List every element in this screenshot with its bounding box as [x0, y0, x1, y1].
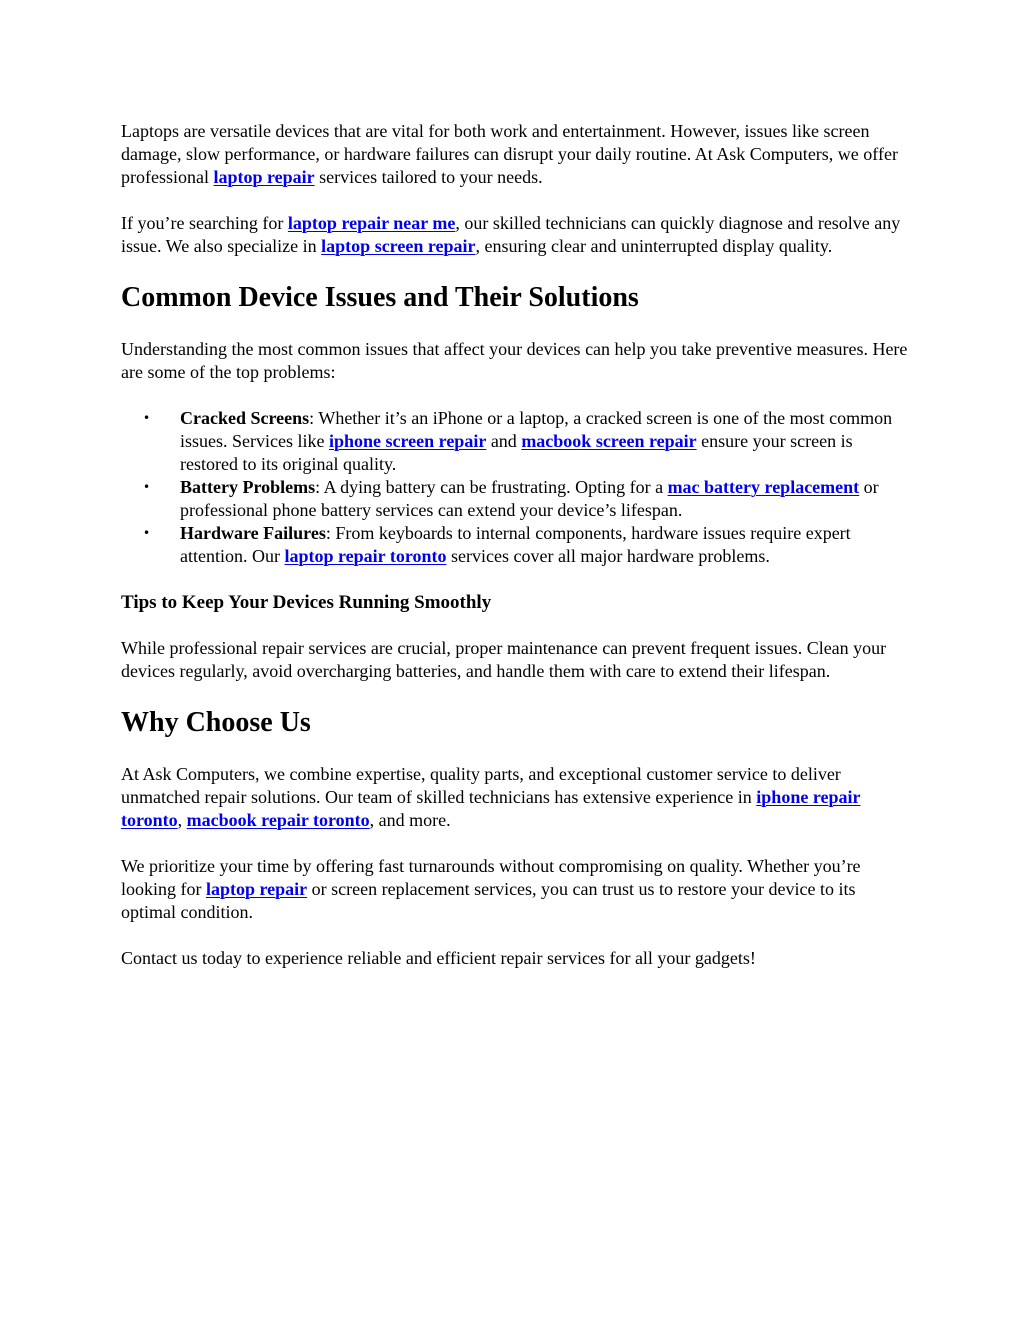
contact-paragraph: Contact us today to experience reliable and efficient repair services for all your gadgets!: [121, 948, 756, 968]
why-paragraph-1: At Ask Computers, we combine expertise, quality parts, and exceptional customer service to deliver unmatched repair solutions. Our team of skilled technicians has extensive experience in iphone repair toronto, macbook repair toronto, and more.: [121, 764, 861, 830]
why-paragraph-2: We prioritize your time by offering fast turnarounds without compromising on quality. Whether you’re looking for laptop repair or screen replacement services, you can trust us to restore your device to its optimal condition.: [121, 856, 861, 922]
intro-paragraph-1: Laptops are versatile devices that are vital for both work and entertainment. However, issues like screen damage, slow performance, or hardware failures can disrupt your daily routine. At Ask Computers, we offer professional laptop repair services tailored to your needs.: [121, 121, 898, 187]
link-laptop-repair-2[interactable]: laptop repair: [206, 879, 308, 899]
issues-intro-paragraph: Understanding the most common issues that affect your devices can help you take preventive measures. Here are some of the top problems:: [121, 339, 908, 382]
link-macbook-screen-repair[interactable]: macbook screen repair: [521, 431, 697, 451]
heading-common-issues: Common Device Issues and Their Solutions: [121, 282, 639, 313]
issue-term: Hardware Failures: [180, 523, 326, 543]
tips-paragraph: While professional repair services are crucial, proper maintenance can prevent frequent issues. Clean your devices regularly, avoid overcharging batteries, and handle them with care to extend their lifespan.: [121, 638, 887, 681]
link-laptop-repair-toronto[interactable]: laptop repair toronto: [284, 546, 447, 566]
link-iphone-screen-repair[interactable]: iphone screen repair: [328, 431, 487, 451]
bullet-icon: •: [143, 411, 151, 425]
link-mac-battery-replacement[interactable]: mac battery replacement: [667, 477, 860, 497]
bullet-icon: •: [143, 480, 151, 494]
link-laptop-screen-repair[interactable]: laptop screen repair: [321, 236, 476, 256]
issue-term: Battery Problems: [180, 477, 316, 497]
link-laptop-repair[interactable]: laptop repair: [213, 167, 315, 187]
bullet-icon: •: [143, 526, 151, 540]
issues-list: [121, 407, 911, 568]
link-laptop-repair-near-me[interactable]: laptop repair near me: [287, 213, 456, 233]
link-macbook-repair-toronto[interactable]: macbook repair toronto: [186, 810, 370, 830]
list-item-battery-problems: • Battery Problems: A dying battery can be frustrating. Opting for a mac battery replacement or professional phone battery services can extend your device’s lifespan.: [143, 477, 879, 520]
list-item-cracked-screens: • Cracked Screens: Whether it’s an iPhone or a laptop, a cracked screen is one of the most common issues. Services like iphone screen repair and macbook screen repair ensure your screen is restored to its original quality.: [143, 408, 893, 474]
intro-paragraph-2: If you’re searching for laptop repair near me, our skilled technicians can quickly diagnose and resolve any issue. We also specialize in laptop screen repair, ensuring clear and uninterrupted display quality.: [121, 213, 901, 256]
heading-why-choose-us: Why Choose Us: [121, 707, 311, 738]
document-page: [121, 120, 911, 993]
issue-term: Cracked Screens: [180, 408, 310, 428]
list-item-hardware-failures: • Hardware Failures: From keyboards to internal components, hardware issues require expert attention. Our laptop repair toronto services cover all major hardware problems.: [143, 523, 851, 566]
link-iphone-repair-toronto[interactable]: iphone repair toronto: [121, 787, 861, 830]
heading-tips: Tips to Keep Your Devices Running Smoothly: [121, 592, 492, 613]
